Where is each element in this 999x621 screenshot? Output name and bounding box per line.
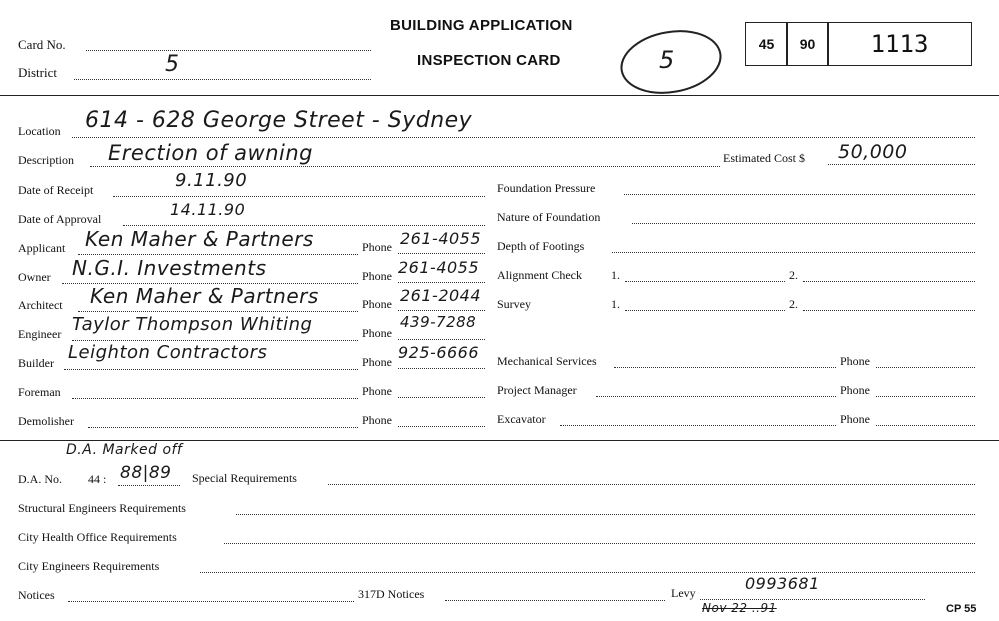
date-approval-value: 14.11.90 <box>170 200 246 219</box>
mechanical-line <box>614 367 836 368</box>
builder-value: Leighton Contractors <box>68 342 268 363</box>
builder-line <box>64 369 358 370</box>
date-receipt-label: Date of Receipt <box>18 183 94 197</box>
nature-foundation-line <box>632 223 975 224</box>
applicant-value: Ken Maher & Partners <box>85 227 314 251</box>
survey-2-line <box>803 310 975 311</box>
nature-foundation-label: Nature of Foundation <box>497 210 601 224</box>
location-label: Location <box>18 124 61 138</box>
notices-line <box>68 601 354 602</box>
applicant-phone-label: Phone <box>362 240 392 254</box>
da-number-value: 88|89 <box>120 463 172 483</box>
levy-label: Levy <box>671 586 696 600</box>
engineer-label: Engineer <box>18 327 62 341</box>
section-divider <box>0 440 999 441</box>
district-label: District <box>18 65 57 80</box>
owner-phone-value: 261-4055 <box>398 258 480 277</box>
applicant-line <box>78 254 358 255</box>
applicant-phone-value: 261-4055 <box>400 229 482 248</box>
structural-engineers-label: Structural Engineers Requirements <box>18 501 186 515</box>
builder-phone-line <box>398 368 485 369</box>
applicant-phone-line <box>398 253 485 254</box>
survey-1-line <box>625 310 785 311</box>
levy-note: Nov 22 ..91 <box>702 601 777 615</box>
card-code-box-b: 90 <box>786 22 829 66</box>
card-title-line2: INSPECTION CARD <box>417 52 561 69</box>
owner-phone-line <box>398 282 485 283</box>
architect-line <box>78 311 358 312</box>
city-engineers-line <box>200 572 975 573</box>
excavator-phone-line <box>876 425 975 426</box>
alignment-check-1-label: 1. <box>611 268 620 282</box>
project-manager-phone-label: Phone <box>840 383 870 397</box>
mechanical-phone-line <box>876 367 975 368</box>
survey-label: Survey <box>497 297 531 311</box>
architect-phone-label: Phone <box>362 297 392 311</box>
card-code-box-a: 45 <box>745 22 788 66</box>
engineer-value: Taylor Thompson Whiting <box>72 314 313 335</box>
estimated-cost-value: 50,000 <box>838 141 908 163</box>
district-line <box>74 79 371 80</box>
excavator-line <box>560 425 836 426</box>
notices-317d-label: 317D Notices <box>358 587 425 601</box>
date-receipt-value: 9.11.90 <box>175 170 248 191</box>
city-engineers-label: City Engineers Requirements <box>18 559 160 573</box>
project-manager-phone-line <box>876 396 975 397</box>
demolisher-label: Demolisher <box>18 414 74 428</box>
engineer-phone-value: 439-7288 <box>400 313 477 331</box>
alignment-check-2-line <box>803 281 975 282</box>
location-line <box>72 137 975 138</box>
levy-value: 0993681 <box>745 574 820 593</box>
da-number-line <box>118 485 180 486</box>
owner-phone-label: Phone <box>362 269 392 283</box>
applicant-label: Applicant <box>18 241 66 255</box>
engineer-phone-label: Phone <box>362 326 392 340</box>
alignment-check-2-label: 2. <box>789 268 798 282</box>
alignment-check-1-line <box>625 281 785 282</box>
card-number-box: 1113 <box>827 22 972 66</box>
mechanical-phone-label: Phone <box>840 354 870 368</box>
levy-line <box>700 599 925 600</box>
excavator-phone-label: Phone <box>840 412 870 426</box>
notices-label: Notices <box>18 588 55 602</box>
alignment-check-label: Alignment Check <box>497 268 582 282</box>
survey-2-label: 2. <box>789 297 798 311</box>
builder-phone-value: 925-6666 <box>398 343 480 362</box>
estimated-cost-label: Estimated Cost $ <box>723 151 805 165</box>
foreman-phone-line <box>398 397 485 398</box>
architect-value: Ken Maher & Partners <box>90 284 319 308</box>
excavator-label: Excavator <box>497 412 546 426</box>
mechanical-label: Mechanical Services <box>497 354 597 368</box>
da-prefix: 44 : <box>88 472 107 486</box>
city-health-label: City Health Office Requirements <box>18 530 177 544</box>
survey-1-label: 1. <box>611 297 620 311</box>
da-no-label: D.A. No. <box>18 472 62 486</box>
demolisher-phone-label: Phone <box>362 413 392 427</box>
foreman-label: Foreman <box>18 385 61 399</box>
architect-label: Architect <box>18 298 63 312</box>
engineer-phone-line <box>398 339 485 340</box>
date-receipt-line <box>113 196 485 197</box>
special-requirements-line <box>328 484 975 485</box>
engineer-line <box>72 340 358 341</box>
owner-value: N.G.I. Investments <box>72 256 267 280</box>
builder-phone-label: Phone <box>362 355 392 369</box>
form-code: CP 55 <box>946 603 977 615</box>
estimated-cost-line <box>828 164 975 165</box>
city-health-line <box>224 543 975 544</box>
card-no-line <box>86 50 371 51</box>
depth-footings-label: Depth of Footings <box>497 239 585 253</box>
header-divider <box>0 95 999 96</box>
date-approval-line <box>123 225 485 226</box>
project-manager-label: Project Manager <box>497 383 577 397</box>
demolisher-phone-line <box>398 426 485 427</box>
card-title-line1: BUILDING APPLICATION <box>390 17 573 34</box>
foundation-pressure-line <box>624 194 975 195</box>
structural-engineers-line <box>236 514 975 515</box>
date-approval-label: Date of Approval <box>18 212 102 226</box>
owner-label: Owner <box>18 270 51 284</box>
card-no-label: Card No. <box>18 37 66 52</box>
foreman-line <box>72 398 358 399</box>
project-manager-line <box>596 396 836 397</box>
description-line <box>90 166 720 167</box>
location-value: 614 - 628 George Street - Sydney <box>85 108 473 133</box>
builder-label: Builder <box>18 356 54 370</box>
foreman-phone-label: Phone <box>362 384 392 398</box>
special-requirements-label: Special Requirements <box>192 471 297 485</box>
da-note: D.A. Marked off <box>66 442 183 458</box>
circled-number: 5 <box>617 26 725 98</box>
description-label: Description <box>18 153 74 167</box>
depth-footings-line <box>612 252 975 253</box>
notices-317d-line <box>445 600 665 601</box>
district-value: 5 <box>165 52 180 77</box>
architect-phone-value: 261-2044 <box>400 286 482 305</box>
description-value: Erection of awning <box>108 141 314 165</box>
architect-phone-line <box>398 310 485 311</box>
demolisher-line <box>88 427 358 428</box>
foundation-pressure-label: Foundation Pressure <box>497 181 596 195</box>
